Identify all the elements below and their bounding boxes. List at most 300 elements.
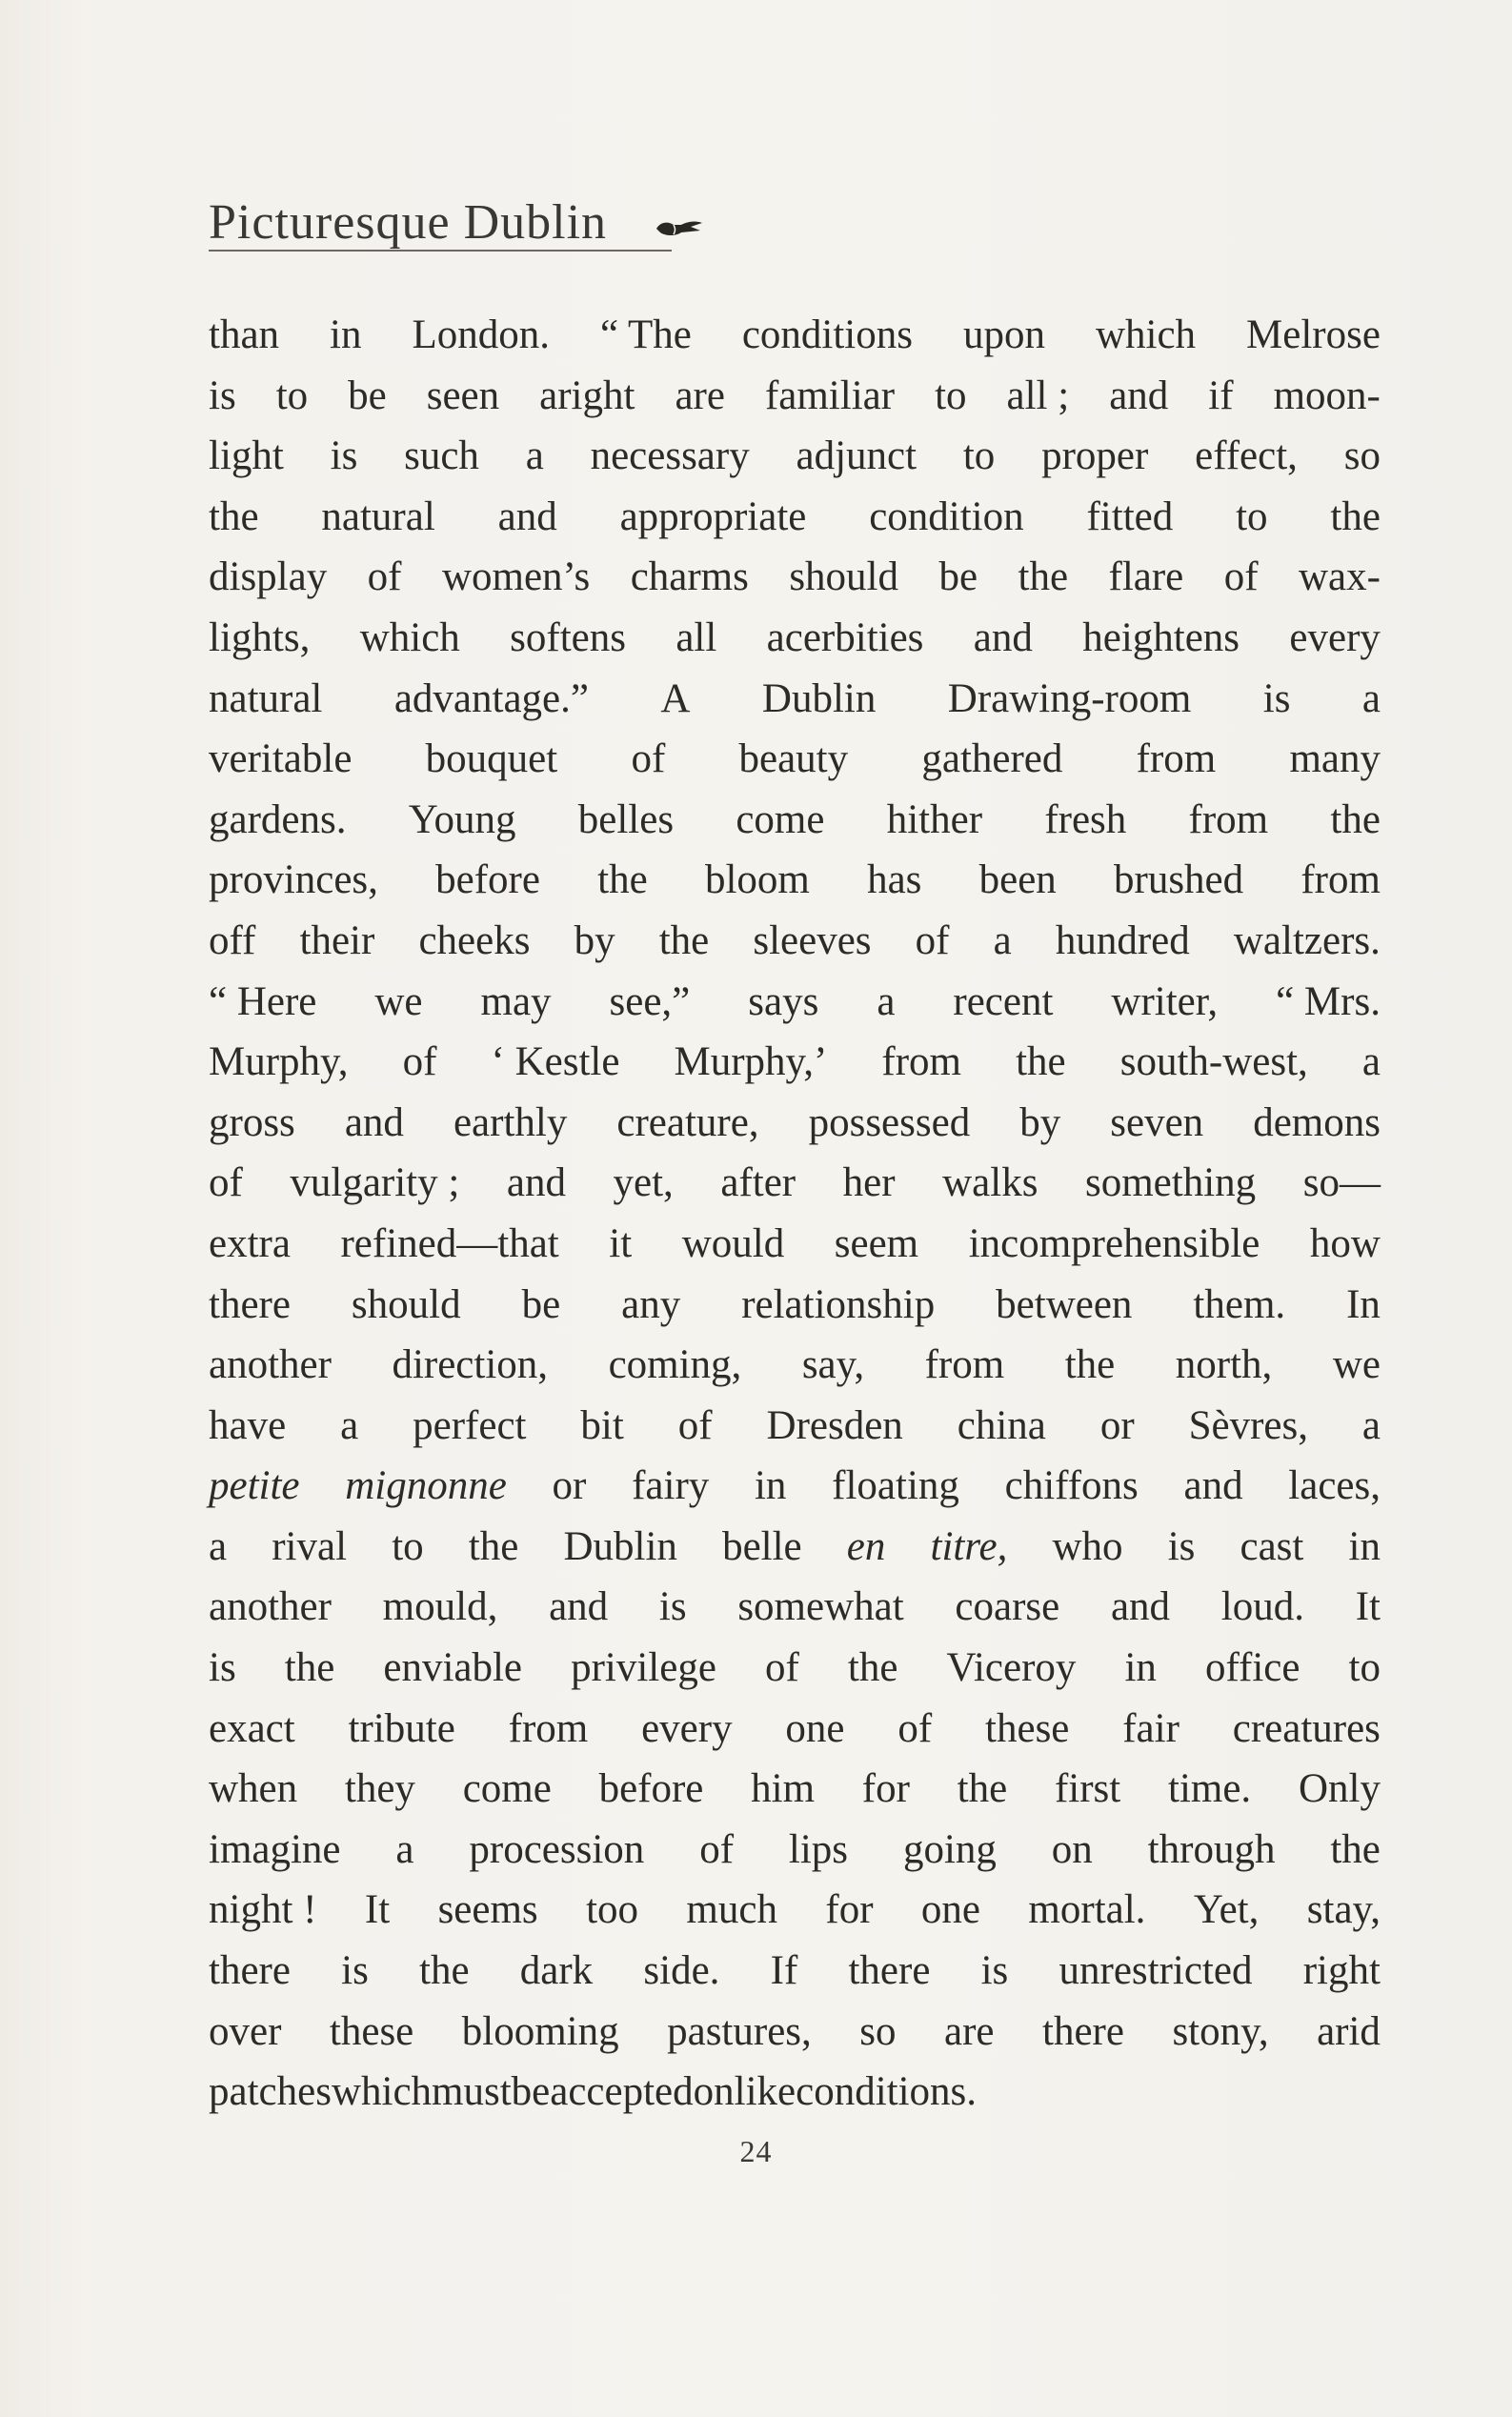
- word: have: [209, 1402, 287, 1448]
- word: how: [1309, 1220, 1381, 1266]
- word: aright: [539, 373, 635, 418]
- word: relationship: [741, 1281, 936, 1327]
- word: if: [1208, 373, 1234, 418]
- text-line: [209, 1638, 1381, 1699]
- word: the: [847, 1645, 898, 1691]
- word: bit: [580, 1402, 624, 1448]
- word: hundred: [1055, 917, 1190, 963]
- word: somewhat: [737, 1584, 904, 1630]
- text-line: [209, 1517, 1381, 1578]
- text-line: [209, 1275, 1381, 1336]
- word: and: [973, 614, 1033, 660]
- word: flare: [1108, 554, 1184, 600]
- text-line: [209, 911, 1381, 972]
- word: from: [881, 1039, 962, 1085]
- word: yet,: [613, 1160, 674, 1206]
- word: for: [825, 1887, 874, 1933]
- word: to: [275, 373, 309, 418]
- word: of: [764, 1645, 799, 1691]
- word: fair: [1122, 1705, 1179, 1751]
- word: provinces,: [209, 857, 378, 903]
- word: acerbities: [766, 614, 924, 660]
- word: a: [1361, 1402, 1381, 1448]
- word: natural: [321, 493, 435, 539]
- text-line: [209, 426, 1381, 487]
- word: one: [785, 1705, 845, 1751]
- word: is: [209, 373, 236, 418]
- word: the: [419, 1948, 470, 1994]
- word: first: [1054, 1766, 1121, 1812]
- word: Murphy,’: [674, 1039, 828, 1085]
- word: extra: [209, 1220, 291, 1266]
- word: Dublin: [563, 1523, 677, 1569]
- word: who: [1052, 1523, 1123, 1569]
- word: veritable: [209, 736, 353, 782]
- word: lights,: [209, 614, 311, 660]
- word: seem: [834, 1220, 919, 1266]
- word: something: [1085, 1160, 1257, 1206]
- word: enviable: [383, 1645, 523, 1691]
- word: should: [789, 554, 898, 600]
- word: It: [364, 1887, 391, 1933]
- word: blooming: [461, 2008, 619, 2054]
- word: pastures,: [667, 2008, 812, 2054]
- word: the: [468, 1523, 519, 1569]
- word: south-west,: [1119, 1039, 1308, 1085]
- word: fitted: [1086, 493, 1174, 539]
- word: before: [435, 857, 540, 903]
- word: so: [1343, 433, 1381, 479]
- word: another: [209, 1342, 332, 1388]
- word: for: [861, 1766, 910, 1812]
- word: north,: [1175, 1342, 1273, 1388]
- word: petite: [209, 1463, 300, 1509]
- word: a: [340, 1402, 359, 1448]
- word: Murphy,: [209, 1039, 349, 1085]
- word: to: [935, 373, 967, 418]
- text-line: [209, 790, 1381, 851]
- text-line: [209, 1032, 1381, 1093]
- word: gross: [209, 1099, 295, 1145]
- word: or: [1099, 1402, 1135, 1448]
- word: exact: [209, 1705, 295, 1751]
- text-line: [209, 1941, 1381, 2002]
- word: softens: [510, 614, 626, 660]
- word: should: [351, 1281, 461, 1327]
- word: must: [432, 2069, 512, 2115]
- word: seen: [426, 373, 500, 418]
- running-head-title: Picturesque Dublin: [209, 195, 608, 250]
- word: by: [1019, 1099, 1061, 1145]
- word: sleeves: [753, 917, 872, 963]
- word: ‘ Kestle: [491, 1039, 620, 1085]
- word: to: [392, 1523, 424, 1569]
- word: a: [209, 1523, 228, 1569]
- word: “ The: [599, 312, 692, 357]
- word: imagine: [209, 1826, 341, 1872]
- word: “ Here: [209, 978, 317, 1024]
- word: may: [480, 978, 552, 1024]
- text-line: [209, 1093, 1381, 1154]
- word: they: [344, 1766, 415, 1812]
- word: fairy: [632, 1463, 710, 1509]
- word: It: [1355, 1584, 1381, 1630]
- word: him: [751, 1766, 816, 1812]
- word: to: [1236, 493, 1268, 539]
- word: the: [1330, 796, 1381, 842]
- word: of: [915, 917, 950, 963]
- word: perfect: [413, 1402, 527, 1448]
- word: is: [1167, 1523, 1196, 1569]
- text-line: [209, 972, 1381, 1033]
- word: when: [209, 1766, 298, 1812]
- text-line: [209, 547, 1381, 608]
- word: A: [660, 675, 691, 721]
- word: off: [209, 917, 256, 963]
- word: them.: [1193, 1281, 1286, 1327]
- word: writer,: [1111, 978, 1219, 1024]
- word: Sèvres,: [1188, 1402, 1308, 1448]
- word: wax-: [1299, 554, 1381, 600]
- word: before: [598, 1766, 704, 1812]
- word: to: [962, 433, 996, 479]
- word: effect,: [1195, 433, 1298, 479]
- word: there: [848, 1948, 931, 1994]
- word: through: [1147, 1826, 1276, 1872]
- word: tribute: [348, 1705, 455, 1751]
- word: fresh: [1044, 796, 1127, 842]
- word: of: [699, 1826, 735, 1872]
- text-line: [209, 1214, 1381, 1275]
- word: is: [330, 433, 358, 479]
- word: come: [462, 1766, 552, 1812]
- word: a: [1361, 1039, 1381, 1085]
- text-line: [209, 1396, 1381, 1457]
- word: appropriate: [619, 493, 807, 539]
- text-line: [209, 1820, 1381, 1881]
- word: upon: [962, 312, 1045, 357]
- word: these: [985, 1705, 1070, 1751]
- word: says: [748, 978, 819, 1024]
- word: earthly: [453, 1099, 568, 1145]
- word: heightens: [1082, 614, 1240, 660]
- word: the: [209, 493, 259, 539]
- word: privilege: [571, 1645, 716, 1691]
- text-line: [209, 1699, 1381, 1760]
- word: to: [1348, 1645, 1381, 1691]
- word: from: [924, 1342, 1005, 1388]
- text-line: [209, 487, 1381, 548]
- word: mignonne: [345, 1463, 507, 1509]
- word: is: [980, 1948, 1009, 1994]
- word: side.: [643, 1948, 720, 1994]
- word: direction,: [392, 1342, 549, 1388]
- word: necessary: [590, 433, 750, 479]
- word: adjunct: [796, 433, 917, 479]
- word: creatures: [1232, 1705, 1381, 1751]
- word: dark: [519, 1948, 594, 1994]
- word: between: [996, 1281, 1133, 1327]
- word: which: [359, 614, 460, 660]
- word: of: [677, 1402, 713, 1448]
- word: conditions.: [796, 2069, 978, 2115]
- word: “ Mrs.: [1276, 978, 1381, 1024]
- word: bouquet: [425, 736, 558, 782]
- word: come: [736, 796, 825, 842]
- word: in: [1124, 1645, 1157, 1691]
- word: all ;: [1006, 373, 1070, 418]
- word: their: [299, 917, 375, 963]
- word: are: [675, 373, 725, 418]
- word: than: [209, 312, 280, 357]
- word: Only: [1298, 1766, 1381, 1812]
- word: Young: [408, 796, 516, 842]
- word: cast: [1240, 1523, 1304, 1569]
- word: Melrose: [1246, 312, 1381, 357]
- word: is: [1262, 675, 1291, 721]
- word: belle: [722, 1523, 802, 1569]
- word: there: [209, 1948, 291, 1994]
- text-line: [209, 305, 1381, 366]
- word: charms: [630, 554, 749, 600]
- word: stay,: [1306, 1887, 1381, 1933]
- body-text: [209, 305, 1381, 2123]
- word: light: [209, 433, 284, 479]
- text-line: [209, 1153, 1381, 1214]
- word: the: [1016, 1039, 1066, 1085]
- word: mortal.: [1028, 1887, 1146, 1933]
- word: mould,: [382, 1584, 498, 1630]
- word: going: [902, 1826, 997, 1872]
- word: and: [1109, 373, 1169, 418]
- word: china: [957, 1402, 1046, 1448]
- word: in: [754, 1463, 787, 1509]
- word: Dublin: [761, 675, 877, 721]
- word: of: [897, 1705, 933, 1751]
- text-line: [209, 1456, 1381, 1517]
- word: every: [1289, 614, 1381, 660]
- word: has: [867, 857, 922, 903]
- word: the: [1064, 1342, 1116, 1388]
- word: after: [720, 1160, 796, 1206]
- word: Yet,: [1193, 1887, 1260, 1933]
- text-line: [209, 2062, 1381, 2123]
- word: the: [284, 1645, 335, 1691]
- word: by: [574, 917, 615, 963]
- word: are: [944, 2008, 995, 2054]
- word: recent: [953, 978, 1054, 1024]
- word: titre,: [930, 1523, 1008, 1569]
- word: gardens.: [209, 796, 347, 842]
- word: a: [395, 1826, 414, 1872]
- word: laces,: [1288, 1463, 1381, 1509]
- word: of: [402, 1039, 437, 1085]
- word: from: [1136, 736, 1217, 782]
- word: is: [341, 1948, 369, 1994]
- running-head: [209, 171, 710, 248]
- word: loud.: [1220, 1584, 1304, 1630]
- word: condition: [869, 493, 1024, 539]
- word: and: [344, 1099, 404, 1145]
- word: office: [1204, 1645, 1300, 1691]
- word: night !: [209, 1887, 317, 1933]
- hand-pointer-icon: [653, 213, 710, 242]
- word: the: [1330, 493, 1381, 539]
- word: so: [859, 2008, 897, 2054]
- text-line: [209, 669, 1381, 730]
- word: London.: [412, 312, 550, 357]
- word: belles: [577, 796, 675, 842]
- word: walks: [942, 1160, 1038, 1206]
- word: demons: [1253, 1099, 1381, 1145]
- word: possessed: [808, 1099, 971, 1145]
- word: such: [404, 433, 479, 479]
- word: hither: [886, 796, 983, 842]
- word: her: [842, 1160, 896, 1206]
- word: any: [621, 1281, 681, 1327]
- word: Viceroy: [946, 1645, 1077, 1691]
- word: accepted: [550, 2069, 694, 2115]
- word: cheeks: [418, 917, 531, 963]
- word: the: [957, 1766, 1008, 1812]
- word: a: [877, 978, 896, 1024]
- word: a: [1361, 675, 1381, 721]
- word: brushed: [1114, 857, 1244, 903]
- word: which: [1095, 312, 1197, 357]
- text-line: [209, 1759, 1381, 1820]
- word: vulgarity ;: [290, 1160, 460, 1206]
- word: in: [330, 312, 362, 357]
- text-line: [209, 729, 1381, 790]
- word: in: [1348, 1523, 1381, 1569]
- word: floating: [832, 1463, 959, 1509]
- text-line: [209, 1880, 1381, 1941]
- word: is: [209, 1645, 236, 1691]
- word: be: [511, 2069, 551, 2115]
- word: familiar: [764, 373, 896, 418]
- word: proper: [1041, 433, 1149, 479]
- word: like: [734, 2069, 796, 2115]
- word: and: [549, 1584, 609, 1630]
- word: a: [993, 917, 1012, 963]
- word: waltzers.: [1233, 917, 1381, 963]
- word: the: [597, 857, 648, 903]
- word: If: [770, 1948, 798, 1994]
- word: on: [693, 2069, 735, 2115]
- word: advantage.”: [393, 675, 589, 721]
- word: the: [1330, 1826, 1381, 1872]
- word: every: [641, 1705, 733, 1751]
- word: time.: [1168, 1766, 1252, 1812]
- word: say,: [801, 1342, 865, 1388]
- word: be: [521, 1281, 561, 1327]
- word: from: [508, 1705, 589, 1751]
- word: and: [497, 493, 557, 539]
- word: from: [1188, 796, 1269, 842]
- word: so—: [1302, 1160, 1381, 1206]
- text-line: [209, 850, 1381, 911]
- word: a: [525, 433, 544, 479]
- word: coarse: [955, 1584, 1060, 1630]
- word: over: [209, 2008, 282, 2054]
- word: seems: [437, 1887, 538, 1933]
- word: natural: [209, 675, 323, 721]
- header-rule: [209, 250, 672, 252]
- word: of: [1223, 554, 1259, 600]
- page-number: 24: [739, 2134, 773, 2168]
- word: incomprehensible: [968, 1220, 1260, 1266]
- word: on: [1051, 1826, 1093, 1872]
- word: one: [920, 1887, 981, 1933]
- word: be: [348, 373, 387, 418]
- word: all: [675, 614, 717, 660]
- word: of: [209, 1160, 243, 1206]
- word: many: [1289, 736, 1381, 782]
- word: bloom: [704, 857, 810, 903]
- word: see,”: [609, 978, 691, 1024]
- word: In: [1346, 1281, 1381, 1327]
- word: too: [586, 1887, 639, 1933]
- word: the: [1018, 554, 1069, 600]
- word: which: [331, 2069, 433, 2115]
- word: patches: [209, 2069, 332, 2115]
- word: coming,: [608, 1342, 742, 1388]
- word: and: [506, 1160, 566, 1206]
- word: we: [374, 978, 423, 1024]
- word: there: [1042, 2008, 1124, 2054]
- word: moon-: [1273, 373, 1381, 418]
- word: there: [209, 1281, 291, 1327]
- word: conditions: [741, 312, 913, 357]
- word: Dresden: [766, 1402, 903, 1448]
- text-line: [209, 1577, 1381, 1638]
- word: arid: [1317, 2008, 1381, 2054]
- text-line: [209, 366, 1381, 427]
- word: of: [631, 736, 666, 782]
- word: of: [367, 554, 402, 600]
- word: the: [658, 917, 710, 963]
- word: another: [209, 1584, 332, 1630]
- word: seven: [1110, 1099, 1204, 1145]
- word: and: [1110, 1584, 1171, 1630]
- word: procession: [469, 1826, 645, 1872]
- word: Drawing-room: [947, 675, 1192, 721]
- word: much: [686, 1887, 777, 1933]
- word: it: [609, 1220, 633, 1266]
- word: women’s: [441, 554, 591, 600]
- word: refined—that: [340, 1220, 559, 1266]
- word: display: [209, 554, 328, 600]
- text-line: [209, 1335, 1381, 1396]
- word: lips: [788, 1826, 849, 1872]
- word: is: [658, 1584, 687, 1630]
- word: from: [1300, 857, 1381, 903]
- word: chiffons: [1004, 1463, 1139, 1509]
- word: beauty: [738, 736, 849, 782]
- word: en: [846, 1523, 886, 1569]
- word: would: [681, 1220, 785, 1266]
- word: gathered: [921, 736, 1063, 782]
- word: right: [1302, 1948, 1381, 1994]
- text-line: [209, 2002, 1381, 2063]
- word: stony,: [1172, 2008, 1269, 2054]
- word: and: [1183, 1463, 1243, 1509]
- text-line: [209, 608, 1381, 669]
- word: unrestricted: [1058, 1948, 1253, 1994]
- word: or: [552, 1463, 587, 1509]
- word: be: [938, 554, 978, 600]
- word: creature,: [616, 1099, 759, 1145]
